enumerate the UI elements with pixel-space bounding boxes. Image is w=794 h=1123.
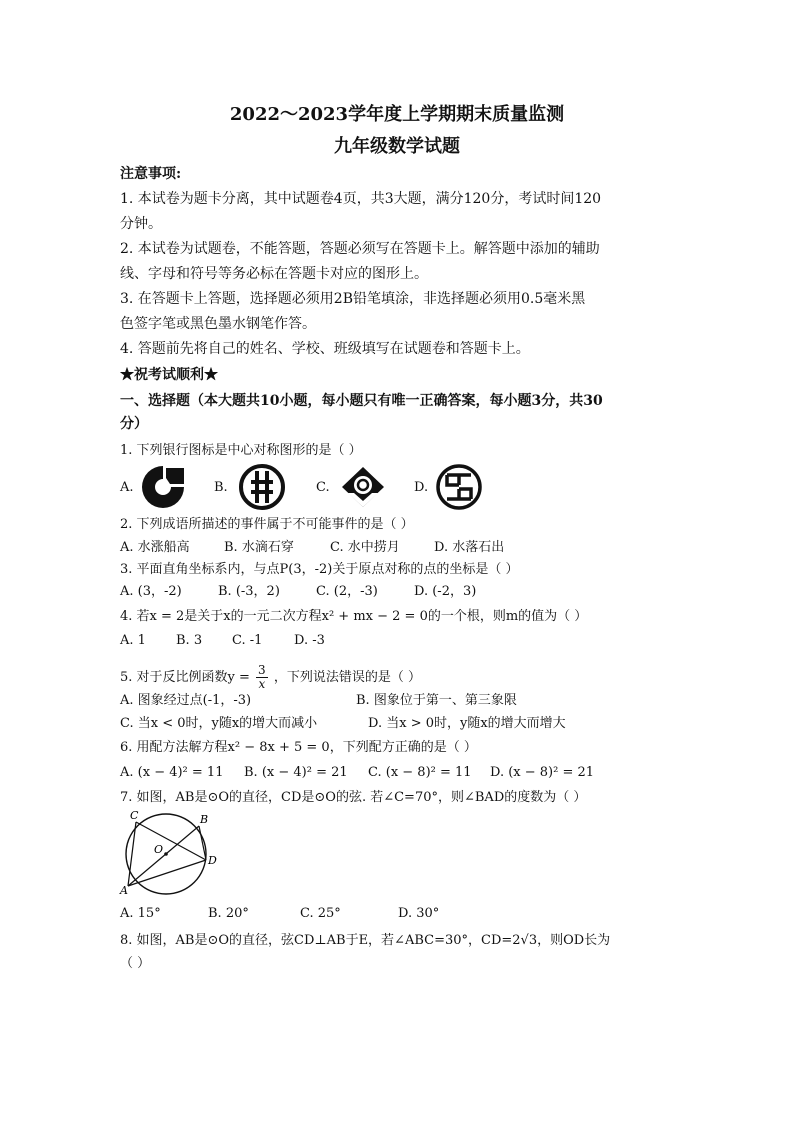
q3-option-a: A. (3，-2) <box>120 584 182 599</box>
note-line: 线、字母和符号等务必标在答题卡对应的图形上。 <box>120 266 428 282</box>
exam-subtitle: 九年级数学试题 <box>334 136 460 157</box>
notes-heading: 注意事项: <box>120 166 182 182</box>
note-line: 3. 在答题卡上答题，选择题必须用2B铅笔填涂，非选择题必须用0.5毫米黑 <box>120 291 586 307</box>
q2-option-b: B. 水滴石穿 <box>224 540 294 555</box>
note-line: 分钟。 <box>120 216 162 232</box>
q5-stem-start: 5. 对于反比例函数y = <box>120 670 250 685</box>
q7-option-d: D. 30° <box>398 906 440 921</box>
note-line: 1. 本试卷为题卡分离，其中试题卷4页，共3大题，满分120分，考试时间120 <box>120 191 602 207</box>
q5-fraction-numerator: 3 <box>258 663 266 677</box>
figure-label-a: A <box>120 884 128 897</box>
q8-stem-cont: （ ） <box>120 956 151 971</box>
q1-label-c: C. <box>316 480 330 495</box>
q1-label-a: A. <box>120 480 134 495</box>
q4-option-d: D. -3 <box>294 633 325 648</box>
q2-option-a: A. 水涨船高 <box>120 540 190 555</box>
bank-logo-d-icon <box>435 463 483 511</box>
figure-label-b: B <box>200 813 209 826</box>
q5-option-b: B. 图象位于第一、第三象限 <box>356 693 517 708</box>
wish-line: ★祝考试顺利★ <box>120 367 218 383</box>
bank-logo-b-icon <box>238 463 286 511</box>
q6-stem: 6. 用配方法解方程x² − 8x + 5 = 0，下列配方正确的是（ ） <box>120 740 477 755</box>
q3-option-b: B. (-3，2) <box>218 584 280 599</box>
section1-heading: 一、选择题（本大题共10小题，每小题只有唯一正确答案，每小题3分，共30 <box>120 393 603 409</box>
q4-option-a: A. 1 <box>120 633 146 648</box>
figure-label-d: D <box>208 854 217 867</box>
q5-stem <box>120 664 421 691</box>
q4-option-b: B. 3 <box>176 633 203 648</box>
q8-stem: 8. 如图，AB是⊙O的直径，弦CD⊥AB于E，若∠ABC=30°，CD=2√3，则OD长为 <box>120 933 611 948</box>
section1-heading-cont: 分） <box>120 416 148 432</box>
q2-option-d: D. 水落石出 <box>434 540 505 555</box>
exam-title: 2022～2023学年度上学期期末质量监测 <box>229 104 565 125</box>
q7-circle-figure <box>114 808 226 898</box>
q5-fraction <box>256 664 268 691</box>
q4-stem: 4. 若x = 2是关于x的一元二次方程x² + mx − 2 = 0的一个根，则m的值为（ ） <box>120 609 588 624</box>
bank-logo-c-icon <box>338 463 388 511</box>
q7-option-b: B. 20° <box>208 906 249 921</box>
q3-stem: 3. 平面直角坐标系内，与点P(3，-2)关于原点对称的点的坐标是（ ） <box>120 562 519 577</box>
q6-option-d: D. (x − 8)² = 21 <box>490 765 595 780</box>
q1-stem: 1. 下列银行图标是中心对称图形的是（ ） <box>120 443 362 458</box>
q7-option-c: C. 25° <box>300 906 341 921</box>
note-line: 4. 答题前先将自己的姓名、学校、班级填写在试题卷和答题卡上。 <box>120 341 530 357</box>
q7-option-a: A. 15° <box>120 906 161 921</box>
q6-option-c: C. (x − 8)² = 11 <box>368 765 472 780</box>
figure-label-c: C <box>130 809 139 822</box>
q7-stem: 7. 如图，AB是⊙O的直径，CD是⊙O的弦. 若∠C=70°，则∠BAD的度数为（ ） <box>120 790 587 805</box>
q2-option-c: C. 水中捞月 <box>330 540 400 555</box>
q1-label-b: B. <box>214 480 228 495</box>
q1-label-d: D. <box>414 480 429 495</box>
figure-label-o: O <box>154 843 164 856</box>
q6-option-a: A. (x − 4)² = 11 <box>120 765 224 780</box>
q5-option-d: D. 当x > 0时，y随x的增大而增大 <box>368 716 566 731</box>
q3-option-d: D. (-2，3) <box>414 584 477 599</box>
q4-option-c: C. -1 <box>232 633 263 648</box>
q3-option-c: C. (2，-3) <box>316 584 378 599</box>
q5-stem-end: ，下列说法错误的是（ ） <box>273 670 421 685</box>
q5-option-a: A. 图象经过点(-1，-3) <box>120 693 252 708</box>
note-line: 2. 本试卷为试题卷，不能答题，答题必须写在答题卡上。解答题中添加的辅助 <box>120 241 600 257</box>
q6-option-b: B. (x − 4)² = 21 <box>244 765 348 780</box>
q2-stem: 2. 下列成语所描述的事件属于不可能事件的是（ ） <box>120 517 414 532</box>
q5-option-c: C. 当x < 0时，y随x的增大而减小 <box>120 716 318 731</box>
note-line: 色签字笔或黑色墨水钢笔作答。 <box>120 316 316 332</box>
bank-logo-a-icon <box>140 464 186 510</box>
q5-fraction-denominator: x <box>258 677 266 691</box>
